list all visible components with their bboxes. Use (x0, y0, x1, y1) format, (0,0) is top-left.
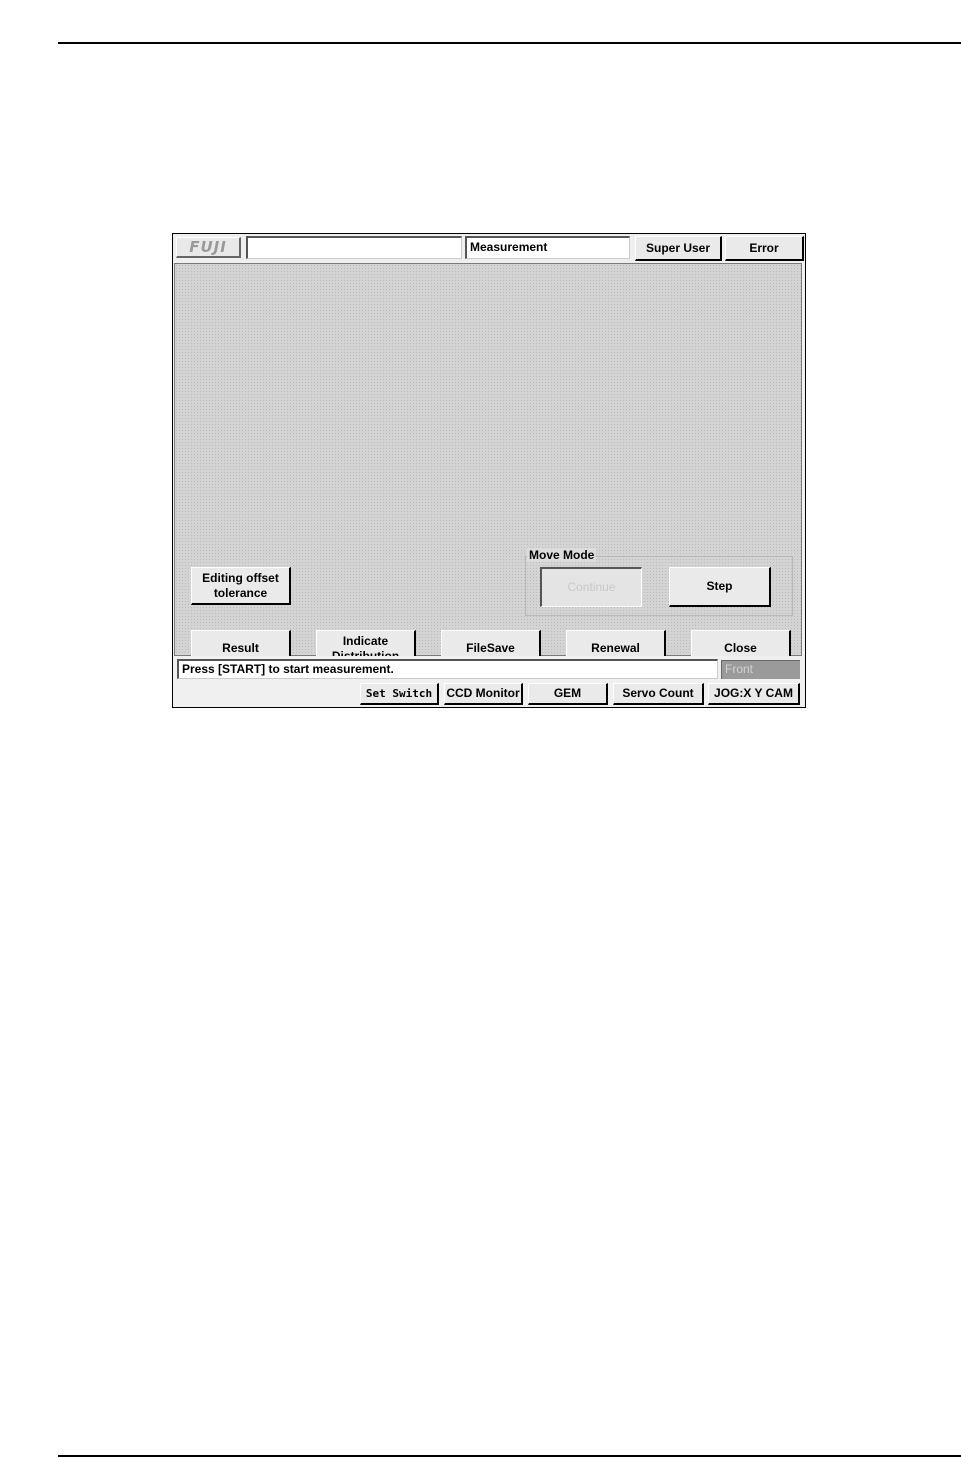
jog-button[interactable]: JOG:X Y CAM (708, 683, 800, 705)
gem-button[interactable]: GEM (528, 683, 608, 705)
side-indicator: Front (721, 660, 800, 679)
close-button[interactable]: Close (691, 630, 791, 668)
page-top-rule (58, 42, 961, 44)
page-bottom-rule (58, 1455, 961, 1457)
user-level-button[interactable]: Super User (635, 236, 722, 261)
status-message (177, 659, 718, 679)
header-blank-field[interactable] (246, 236, 462, 259)
measurement-window (172, 233, 806, 708)
screen-name-field: Measurement (465, 236, 630, 259)
editing-offset-tolerance-button[interactable] (191, 567, 291, 605)
result-button[interactable]: Result (191, 630, 291, 668)
continue-button[interactable]: Continue (540, 567, 642, 607)
fuji-logo: FUJI (176, 237, 241, 258)
editing-offset-label-line1: Editing offset (202, 570, 279, 585)
servo-count-button[interactable]: Servo Count (613, 683, 704, 705)
status-bar (174, 656, 804, 707)
header-bar (173, 234, 805, 263)
renewal-button[interactable]: Renewal (566, 630, 666, 668)
move-mode-title: Move Mode (529, 548, 595, 562)
indicate-label-line1: Indicate (342, 633, 389, 648)
set-switch-button[interactable]: Set Switch (360, 683, 439, 705)
step-button[interactable]: Step (669, 567, 771, 607)
error-button[interactable]: Error (725, 236, 804, 261)
ccd-monitor-button[interactable]: CCD Monitor (444, 683, 523, 705)
filesave-button[interactable]: FileSave (441, 630, 541, 668)
editing-offset-label-line2: tolerance (213, 585, 268, 600)
main-panel (174, 263, 802, 656)
status-message-text: Press [START] to start measurement. (182, 662, 394, 676)
